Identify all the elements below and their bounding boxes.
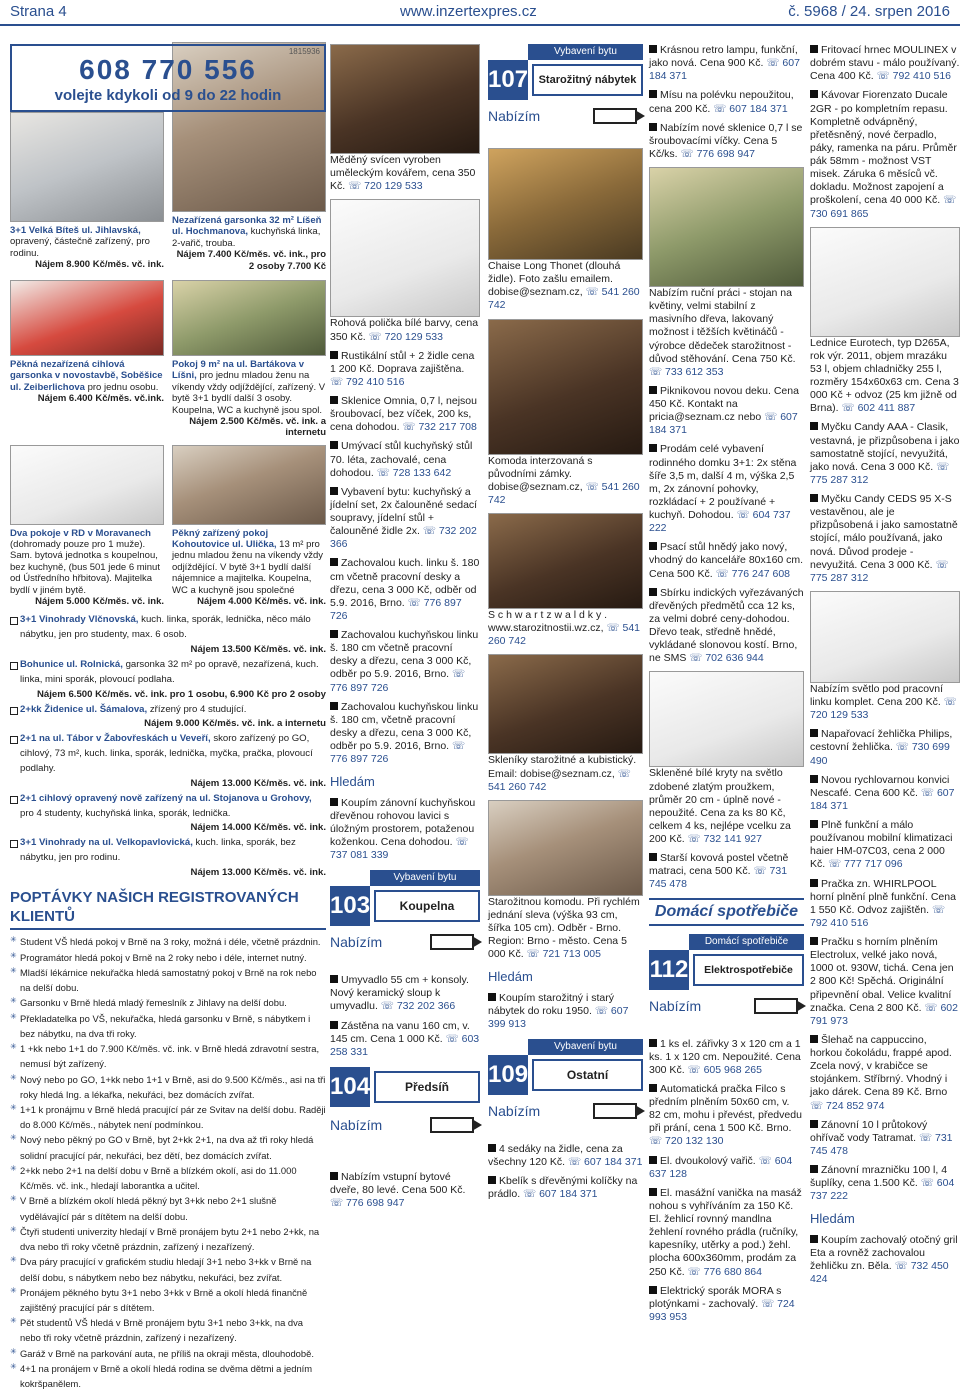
section-number: 112 — [649, 950, 689, 990]
list-item: 4 sedáky na židle, cena za všechny 120 Kč. ☏ 607 184 371 — [488, 1143, 643, 1169]
list-item: ✳ Garsonku v Brně hledá mladý řemeslník z Jihlavy na delší dobu. — [10, 995, 326, 1010]
phone-number[interactable]: ☏ 605 968 265 — [687, 1063, 762, 1076]
list-item: Myčku Candy AAA - Clasik, vestavná, je přizpůsobena i jako samostatně stojící, nevyužitá, jako nová. Cena 3 000 Kč. ☏ 775 287 312 — [810, 421, 960, 486]
arrow-right-icon — [593, 108, 637, 124]
phone-number[interactable]: ☏ 607 184 371 — [649, 411, 798, 437]
page-header — [0, 0, 960, 26]
list-item: Umývací stůl kuchyňský stůl 70. léta, zachovalé, cena dohodou. ☏ 728 133 642 — [330, 440, 473, 479]
section-label: Nabízím — [330, 1116, 383, 1133]
list-item: ✳ Nový nebo pěkný po GO v Brně, byt 2+kk 2+1, na dva až tři roky hledá solidní pracující pár, nekuřáci, bez dětí, bez domácích zvířat. — [10, 1132, 326, 1162]
phone-number[interactable]: ☏ 776 247 608 — [715, 567, 791, 580]
phone-number[interactable]: ☏ 732 217 708 — [402, 421, 477, 434]
phone-number[interactable]: ☏ 792 410 516 — [876, 70, 952, 83]
room-photo — [172, 445, 326, 525]
list-item: ✳ Pět studentů VŠ hledá v Brně pronájem bytu 3+1 nebo 3+kk, na dva nebo tři roky včetně prázdnin, zařízený i nezařízený. — [10, 1315, 326, 1345]
list-item: Novou rychlovarnou konvici Nescafé. Cena 600 Kč. ☏ 607 184 371 — [810, 773, 955, 812]
phone-number[interactable]: ☏ 702 636 944 — [689, 652, 764, 665]
phone-number[interactable]: ☏ 604 737 222 — [649, 509, 791, 535]
rental-card — [10, 439, 164, 608]
list-item: Zástěna na vanu 160 cm, v. 145 cm. Cena 1 000 Kč. ☏ 603 258 331 — [330, 1019, 480, 1058]
phone-number[interactable]: ☏ 603 258 331 — [330, 1032, 480, 1058]
list-item: ✳ Student VŠ hledá pokoj v Brně na 3 roky, možná i déle, včetně prázdnin. — [10, 934, 326, 949]
list-item: Plně funkční a málo používanou mobilní klimatizaci haier HM-07C03, cena 2 000 Kč. ☏ 777 717 096 — [810, 819, 953, 871]
list-item: Sklenice Omnia, 0,7 l, nejsou šroubovací, bez víček, 200 ks, cena dohodou. ☏ 732 217 708 — [330, 395, 477, 434]
phone-number[interactable]: ☏ 732 202 366 — [330, 525, 477, 551]
list-item: ✳ Programátor hledá pokoj v Brně na 2 roky nebo i déle, internet nutný. — [10, 950, 326, 965]
cabinet-photo — [488, 654, 643, 754]
phone-number[interactable]: ☏ 792 410 516 — [810, 903, 946, 929]
phone-number[interactable]: ☏ 776 698 947 — [330, 1197, 405, 1210]
list-item: ✳ 4+1 na pronájem v Brně a okolí hledá rodina se dvěma dětmi a jedním kokršpanělem. — [10, 1361, 326, 1391]
room-photo — [10, 445, 164, 525]
list-item: Zachovalou kuchyňskou linku š. 180 cm, včetně pracovní desky a dřezu, cena 3 000 Kč, odběr po 5.9. 2016, Brno. ☏ 776 897 726 — [330, 700, 479, 766]
site-url[interactable]: www.inzertexpres.cz — [400, 3, 537, 20]
arrow-right-icon — [430, 1117, 474, 1133]
phone-number[interactable]: ☏ 731 745 478 — [649, 865, 788, 891]
misc-column — [649, 44, 804, 1323]
phone-number[interactable]: ☏ 776 897 726 — [330, 668, 466, 694]
section-107 — [488, 44, 643, 140]
wanted-heading: Hledám — [488, 969, 533, 985]
list-item: ✳ Pronájem pěkného bytu 3+1 nebo 3+kk v Brně a okolí hledá finančně zajištěný pracující pár s dítětem. — [10, 1285, 326, 1315]
card-title: Pokoj 9 m² na ul. Bartákova v Líšni, — [172, 358, 304, 382]
section-banner: Domácí spotřebiče — [689, 934, 804, 950]
list-item: ✳ V Brně a blízkém okolí hledá pěkný byt 3+kk nebo 2+1 slušně vydělávající pár s dítětem na delší dobu. — [10, 1193, 326, 1223]
section-banner: Vybavení bytu — [528, 1039, 643, 1055]
rental-card — [10, 116, 164, 272]
phone-number[interactable]: ☏ 541 260 742 — [488, 622, 641, 648]
card-price: Nájem 6.400 Kč/měs. vč.ink. — [37, 393, 164, 405]
phone-number[interactable]: ☏ 607 184 371 — [567, 1156, 643, 1169]
card-text: (dohromady pouze pro 1 muže). Sam. bytová jednotka s koupelnou, bez kuchyně, (bus 501 jede 6 minut od Ústředního hřbitova). Majitelka bydlí v jiném bytě. — [10, 539, 160, 596]
card-price: Nájem 2.500 Kč/měs. vč. ink. a internetu — [189, 415, 326, 439]
list-item[interactable]: 2+1 cihlový opravený nově zařízený na ul. Stojanova u Grohovy, pro 4 studenty, kuchyňská linka, sporák, lednička. Nájem 14.000 Kč/měs. vč. ink. — [10, 792, 326, 837]
list-item: Krásnou retro lampu, funkční, jako nová. Cena 900 Kč. ☏ 607 184 371 — [649, 44, 800, 83]
rental-card — [172, 272, 326, 439]
phone-number[interactable]: ☏ 776 680 864 — [687, 1265, 762, 1278]
flower-stand-photo — [649, 167, 804, 287]
furniture-column — [330, 44, 480, 1314]
card-price: Nájem 8.900 Kč/měs. vč. ink. — [35, 259, 164, 271]
list-item: ✳ Překladatelka po VŠ, nekuřačka, hledá garsonku v Brně, s nábytkem i bez nábytku, na dva tři roky. — [10, 1011, 326, 1041]
rental-card — [10, 272, 164, 439]
list-item: Pračku s horním plněním Electrolux, velké jako nová, 1000 ot. 930W, tichá. Cena jen 2 800 Kč! Spěchá. Originální připevnění obal. Velice kvalitní značka. Cena 2 800 Kč. ☏ 602 791 973 — [810, 936, 958, 1027]
phone-number[interactable]: ☏ 732 202 366 — [380, 1000, 456, 1013]
phone-number[interactable]: ☏ 732 450 424 — [810, 1259, 949, 1285]
list-item: Nabízím vstupní bytové dveře, 80 levé. Cena 500 Kč. ☏ 776 698 947 — [330, 1170, 466, 1210]
rental-column — [10, 44, 326, 1390]
antique-column — [488, 44, 643, 1314]
section-112 — [649, 934, 804, 1030]
section-title: Koupelna — [374, 890, 480, 922]
demands-list — [10, 934, 326, 1391]
page-number: Strana 4 — [10, 3, 67, 20]
list-item: ✳ Čtyři studenti univerzity hledají v Brně pronájem bytu 2+1 nebo 2+kk, na dva nebo tři roky včetně prázdnin, zařízený i nezařízený. — [10, 1224, 326, 1254]
section-103 — [330, 870, 480, 966]
list-item: ✳ Mladší lékárnice nekuřačka hledá samostatný pokoj v Brně na rok nebo na delší dobu. — [10, 965, 326, 995]
phone-number[interactable]: ☏ 775 287 312 — [810, 558, 949, 584]
room-photo — [172, 280, 326, 356]
section-title: Elektrospotřebiče — [693, 954, 804, 986]
list-item: Starší kovová postel včetně matraci, cena 500 Kč. ☏ 731 745 478 — [649, 852, 789, 891]
arrow-right-icon — [430, 934, 474, 950]
list-item: Vybavení bytu: kuchyňský a jídelní set, 2x čalouněné sedací soupravy, jídelní stůl + čalouněné židle 2x. ☏ 732 202 366 — [330, 485, 478, 551]
ad-code: 1815936 — [288, 47, 320, 56]
clock-photo — [488, 513, 643, 609]
list-item[interactable]: 2+1 na ul. Tábor v Žabovřeskách u Veveří, skoro zařízený po GO, cihlový, 73 m², kuch. linka, sporák, lednička, myčka, pračka, plovoucí podlahy. Nájem 13.000 Kč/měs. vč. ink. — [10, 732, 326, 791]
phone-number[interactable]: ☏ 732 141 927 — [687, 833, 762, 845]
list-item: Zachovalou kuch. linku š. 180 cm včetně pracovní desky a dřezu, cena 3 000 Kč, odběr od 5.9. 2016, Brno. ☏ 776 897 726 — [330, 557, 480, 622]
section-label: Nabízím — [330, 934, 383, 951]
phone-number[interactable]: ☏ 776 698 947 — [680, 147, 755, 160]
phone-box — [10, 44, 326, 112]
phone-number[interactable]: ☏ 607 399 913 — [488, 1004, 629, 1030]
issue-date: č. 5968 / 24. srpen 2016 — [788, 3, 950, 20]
list-item[interactable]: 2+kk Židenice ul. Šámalova, zřízený pro 4 studující. Nájem 9.000 Kč/měs. vč. ink. a internetu — [10, 703, 326, 733]
list-item: Pračka zn. WHIRLPOOL horní plnění plně funkční. Cena 1 550 Kč. Odvoz zajištěn. ☏ 792 410 516 — [810, 877, 956, 929]
phone-number[interactable]: ☏ 776 897 726 — [330, 596, 462, 622]
list-item: Kbelík s dřevěnými kolíčky na prádlo. ☏ 607 184 371 — [488, 1175, 638, 1201]
card-text: pro jednu mladou ženu na víkendy vždy odjíždějící, zařízený. V bytě 3+1 bydlí další 3 osoby. Koupelna, WC a kuchyně jsou spol. — [172, 370, 326, 416]
section-title: Starožitný nábytek — [532, 64, 643, 96]
list-item: 1 ks el. zářivky 3 x 120 cm a 1 ks. 1 x 120 cm. Nepoužité. Cena 300 Kč. ☏ 605 968 265 — [649, 1037, 801, 1076]
list-item: ✳ 1 +kk nebo 1+1 do 7.900 Kč/měs. vč. ink. v Brně hledá zdravotní sestra, nemusí být zařízený. — [10, 1041, 326, 1071]
phone-number[interactable]: ☏ 776 897 726 — [330, 740, 466, 766]
list-item: Zánovní 10 l průtokový ohřívač vody Tatramat. ☏ 731 745 478 — [810, 1118, 953, 1157]
list-item: Skleníky starožitné a kubistický. Email: dobise@seznam.cz, ☏ 541 260 742 — [488, 754, 637, 793]
phone-number[interactable]: ☏ 607 184 371 — [649, 57, 800, 83]
list-item: Nabízím ruční práci - stojan na květiny, velmi stabilní z masivního dřeva, lakovaný možnost i těžších květináčů - výrobce dědeček starožitnost - důvod stěhování. Cena 750 Kč. ☏ 733 612 353 — [649, 287, 796, 378]
phone-number[interactable]: ☏ 541 260 742 — [488, 286, 640, 312]
arrow-right-icon — [593, 1103, 637, 1119]
list-item: Automatická pračka Filco s předním plněním 50x60 cm, v. 82 cm, mohu i převést, předvedu při prání, cena 1 500 Kč. Brno. ☏ 720 132 130 — [649, 1082, 802, 1148]
list-item: ✳ 1+1 k pronájmu v Brně hledá pracující pár ze Svitav na delší dobu. Raději do 8.000 Kč/měs., nábytek není podmínkou. — [10, 1102, 326, 1132]
phone-number[interactable]: ☏ 602 411 887 — [841, 402, 916, 415]
list-item: Sbírku indických vyřezávaných dřevěných předmětů cca 12 ks, za velmi dobré ceny-dohodou. Dřevo teak, středně hnědé, vykládané slonovou kostí. Brno, ne SMS ☏ 702 636 944 — [649, 586, 804, 665]
phone-number[interactable]: ☏ 604 637 128 — [649, 1154, 793, 1180]
demands-heading: POPTÁVKY NAŠICH REGISTROVANÝCH KLIENTŮ — [10, 889, 326, 931]
phone-number[interactable]: ☏ 792 410 516 — [330, 375, 405, 388]
card-text: pro jednu osobu. — [87, 381, 159, 393]
list-item: El. dvoukolový vařič. ☏ 604 637 128 — [649, 1154, 793, 1180]
appliance-column — [810, 44, 960, 1314]
shelf-photo — [330, 199, 480, 317]
list-item: Napařovací žehlička Philips, cestovní žehlička. ☏ 730 699 490 — [810, 728, 953, 767]
phone-number[interactable]: ☏ 720 129 533 — [368, 330, 443, 343]
list-item: Mísu na polévku nepoužitou, cena 200 Kč. ☏ 607 184 371 — [649, 89, 794, 115]
phone-number[interactable]: ☏ 720 132 130 — [649, 1135, 724, 1148]
list-item: Zachovalou kuchyňskou linku š. 180 cm včetně pracovní desky a dřezu, cena 3 000 Kč, odběr po 5.9. 2016, Brno. ☏ 776 897 726 — [330, 629, 479, 694]
glass-shade-photo — [649, 671, 804, 767]
list-item[interactable]: 3+1 Vinohrady na ul. Velkopavlovická, kuch. linka, sporák, bez nábytku, jen pro rodinu. Nájem 13.000 Kč/měs. vč. ink. — [10, 836, 326, 881]
phone-number[interactable]: ☏ 607 184 371 — [523, 1188, 598, 1201]
fridge-photo — [810, 227, 960, 337]
card-price: Nájem 7.400 Kč/měs. vč. ink., pro 2 osoby 7.700 Kč — [176, 249, 326, 272]
section-label: Nabízím — [488, 1103, 541, 1119]
phone-number[interactable]: ☏ 775 287 312 — [810, 460, 950, 486]
phone-number[interactable]: ☏ 721 713 005 — [526, 948, 601, 961]
phone-number[interactable]: ☏ 731 745 478 — [810, 1131, 953, 1157]
list-item: Měděný svícen vyroben uměleckým kovářem, cena 350 Kč. ☏ 720 129 533 — [330, 154, 476, 193]
list-item: Piknikovou novou deku. Cena 450 Kč. Kontakt na pricia@seznam.cz nebo ☏ 607 184 371 — [649, 384, 799, 437]
card-text: 13 m² pro jednu mladou ženu na víkendy vždy odjíždějící. V bytě 3+1 bydlí další nájemnice a majitelka. Koupelna, WC a kuchyně jsou společné — [172, 539, 324, 596]
section-number: 103 — [330, 886, 370, 926]
section-title: Ostatní — [532, 1059, 643, 1091]
phone-number[interactable]: ☏ 728 133 642 — [376, 466, 452, 479]
dresser-photo — [488, 319, 643, 455]
phone-number[interactable]: ☏ 604 737 222 — [810, 1177, 955, 1203]
list-item: ✳ Nový nebo po GO, 1+kk nebo 1+1 v Brně, asi do 9.500 Kč/měs., asi na tři roky hledá Ing. a lékařka, nekuřáci, bez domácích zvířat. — [10, 1072, 326, 1102]
candlestick-photo — [330, 44, 480, 154]
card-price: Nájem 4.000 Kč/měs. vč. ink. — [197, 596, 326, 608]
phone-number[interactable]: ☏ 720 129 533 — [810, 696, 957, 722]
call-hours: volejte kdykoli od 9 do 22 hodin — [54, 87, 282, 104]
phone-number[interactable]: ☏ 607 184 371 — [713, 102, 788, 115]
list-item[interactable]: Bohunice ul. Rolnická, garsonka 32 m² po opravě, nezařízená, kuch. linka, mini sporák, plovoucí podlaha. Nájem 6.500 Kč/měs. vč. ink. pro 1 osobu, 6.900 Kč pro 2 osoby — [10, 658, 326, 703]
list-item: Fritovací hrnec MOULINEX v dobrém stavu - málo používaný. Cena 400 Kč. ☏ 792 410 516 — [810, 44, 960, 83]
rental-card — [172, 116, 326, 272]
phone-number[interactable]: ☏ 724 993 953 — [649, 1297, 795, 1323]
list-item: Starožitnou komodu. Při rychlém jednání sleva (výška 93 cm, šířka 105 cm). Odběr - Brno. Region: Brno - město. Cena 5 000 Kč. ☏ 721 713 005 — [488, 895, 640, 961]
section-label: Nabízím — [649, 997, 702, 1014]
room-photo — [10, 280, 164, 356]
list-item: Koupím zánovní kuchyňskou dřevěnou rohovou lavici s úložným prostorem, potaženou koženkou. Cena dohodou. ☏ 737 081 339 — [330, 796, 476, 861]
list-item: Koupím starožitný i starý nábytek do roku 1950. ☏ 607 399 913 — [488, 991, 629, 1030]
card-title: Pěkná nezařízená cihlová garsonka v novostavbě, Soběšice ul. Zeiberlichova — [10, 358, 163, 393]
card-price: Nájem 5.000 Kč/měs. vč. ink. — [35, 596, 164, 608]
commode-photo — [488, 800, 643, 896]
section-banner: Vybavení bytu — [528, 44, 643, 60]
list-item: Rohová polička bílé barvy, cena 350 Kč. ☏ 720 129 533 — [330, 317, 479, 343]
chaise-photo — [488, 148, 643, 260]
phone-number[interactable]: ☏ 733 612 353 — [649, 365, 724, 378]
list-item: ✳ Dva páry pracující v grafickém studiu hledají 3+1 nebo 3+kk v Brně na delší dobu, s nábytkem nebo bez nábytku, nekuřáci, bez zvířat. — [10, 1254, 326, 1284]
rental-card — [172, 439, 326, 608]
phone-number[interactable]: ☏ 720 129 533 — [348, 180, 423, 193]
wanted-heading: Hledám — [330, 774, 375, 790]
list-item: Rustikální stůl + 2 židle cena 1 200 Kč. Doprava zajištěna. ☏ 792 410 516 — [330, 349, 475, 388]
list-item: Psací stůl hnědý jako nový, vhodný do kanceláře 80x160 cm. Cena 500 Kč. ☏ 776 247 608 — [649, 541, 804, 580]
list-item: Chaise Long Thonet (dlouhá židle). Foto zašlu emailem. dobise@seznam.cz, ☏ 541 260 742 — [488, 260, 640, 312]
list-item: Kávovar Fiorenzato Ducale 2GR - po kompletním repasu. Kompletně odvápněný, přetěsněný, nové čerpadlo, páky, ramenka na páru. Průměr pák 58mm - možnost VST misek. Záruka 6 měsíců vč. dokladu. Možnost zapojení a proškolení, cena 40 000 Kč. ☏ 730 691 865 — [810, 89, 957, 220]
list-item: Komoda interzovaná s původními zámky. dobise@seznam.cz, ☏ 541 260 742 — [488, 454, 640, 506]
section-label: Nabízím — [488, 108, 541, 124]
list-item: ✳ Garáž v Brně na parkování auta, ne příliš na okraji města, dlouhodobě. — [10, 1346, 326, 1361]
list-item: Skleněné bílé kryty na světlo zdobené zlatým proužkem, průměr 20 cm - úplně nové - nepoužité. Cena za ks 80 Kč, celkem 4 ks, nejlépe vcelku za 200 Kč. ☏ 732 141 927 — [649, 767, 791, 845]
phone-number[interactable]: ☏ 730 691 865 — [810, 194, 957, 220]
bathroom-photo — [10, 112, 164, 222]
list-item[interactable]: 3+1 Vinohrady Vlčnovská, kuch. linka, sporák, lednička, něco málo nábytku, jen pro studenty, max. 6 osob. Nájem 13.500 Kč/měs. vč. ink. — [10, 613, 326, 658]
card-title: 3+1 Velká Bíteš ul. Jihlavská, — [10, 225, 141, 236]
rental-list — [10, 607, 326, 880]
list-item: Zánovní mrazničku 100 l, 4 šuplíky, cena 1.500 Kč. ☏ 604 737 222 — [810, 1164, 955, 1203]
section-number: 104 — [330, 1067, 370, 1107]
list-item: S c h w a r t z w a l d k y . www.starozitnostii.wz.cz, ☏ 541 260 742 — [488, 609, 641, 648]
card-title: Pěkný zařízený pokoj Kohoutovice ul. Ulička, — [172, 527, 277, 551]
phone-number[interactable]: ☏ 777 717 096 — [828, 858, 903, 871]
list-item: Myčku Candy CEDS 95 X-S vestavěnou, ale je přizpůsobená i jako samostatně stojící, málo používaná, jako nová. Důvod prodeje - nevyužitá. Cena 3 000 Kč. ☏ 775 287 312 — [810, 493, 958, 584]
wanted-heading: Hledám — [810, 1211, 855, 1227]
arrow-right-icon — [754, 998, 798, 1014]
phone-number[interactable]: ☏ 724 852 974 — [810, 1099, 885, 1112]
section-109 — [488, 1039, 643, 1135]
section-title: Předsíň — [374, 1071, 480, 1103]
list-item: Nabízím světlo pod pracovní linku komplet. Cena 200 Kč. ☏ 720 129 533 — [810, 682, 957, 722]
phone-number[interactable]: 608 770 556 — [79, 54, 257, 85]
section-banner: Vybavení bytu — [370, 870, 480, 886]
phone-number[interactable]: ☏ 607 184 371 — [810, 786, 955, 812]
phone-number[interactable]: ☏ 541 260 742 — [488, 480, 640, 506]
card-text: kuchyňská linka, 2-vařič, trouba. — [172, 226, 321, 249]
section-number: 107 — [488, 60, 528, 100]
list-item: Koupím zachovalý otočný gril Eta a rovněž zachovalou žehličku zn. Běla. ☏ 732 450 424 — [810, 1233, 958, 1285]
card-text: opravený, částečně zařízený, pro rodinu. — [10, 236, 150, 259]
category-heading: Domácí spotřebiče — [649, 898, 804, 926]
light-photo — [810, 591, 960, 683]
phone-number[interactable]: ☏ 730 699 490 — [810, 741, 950, 767]
list-item: Nabízím nové sklenice 0,7 l se šroubovacími víčky. Cena 5 Kč/ks. ☏ 776 698 947 — [649, 121, 803, 160]
phone-number[interactable]: ☏ 602 791 973 — [810, 1001, 958, 1027]
list-item: Lednice Eurotech, typ D265A, rok výr. 2011, objem mrazáku 53 l, objem chladničky 255 l, rozměry 154x60x63 cm. Cena 3 000 Kč + odvoz (25 km jižně od Brna). ☏ 602 411 887 — [810, 336, 959, 415]
list-item: Prodám celé vybavení rodinného domku 3+1: 2x stěna šíře 3,5 m, další 4 m, výška 2,5 m, 2x zánovní pohovky, rozkládací + 2 používané + kuchyň. Dohodou. ☏ 604 737 222 — [649, 443, 797, 535]
list-item: Umyvadlo 55 cm + konsoly. Nový keramický sloup k umyvadlu. ☏ 732 202 366 — [330, 974, 469, 1013]
card-title: Nezařízená garsonka 32 m² Líšeň ul. Hochmanova, — [172, 215, 322, 238]
section-number: 109 — [488, 1055, 528, 1095]
phone-number[interactable]: ☏ 541 260 742 — [488, 767, 631, 793]
list-item: Elektrický sporák MORA s plotýnkami - zachovalý. ☏ 724 993 953 — [649, 1284, 795, 1323]
list-item: El. masážní vanička na masáž nohou s vyhříváním za 150 Kč. El. žehlicí rovnný mandlna žehlení rovného prádla (ručníky, kapesníky, utěrky a pod.) žehl. plocha 600x360mm, prodám za 250 Kč. ☏ 776 680 864 — [649, 1186, 802, 1278]
card-title: Dva pokoje v RD v Moravanech — [10, 527, 151, 539]
section-104 — [330, 1067, 480, 1163]
list-item: Šlehač na cappuccino, horkou čokoládu, frappé apod. Zcela nový, v krabičce se stojánkem. Stříbrný. Vhodný i jako dárek. Cena 89 Kč. Brno ☏ 724 852 974 — [810, 1033, 952, 1112]
list-item: ✳ 2+kk nebo 2+1 na delší dobu v Brně a blízkém okolí, asi do 11.000 Kč/měs. vč. ink., hledají laborantka a učitel. — [10, 1163, 326, 1193]
phone-number[interactable]: ☏ 737 081 339 — [330, 835, 469, 861]
